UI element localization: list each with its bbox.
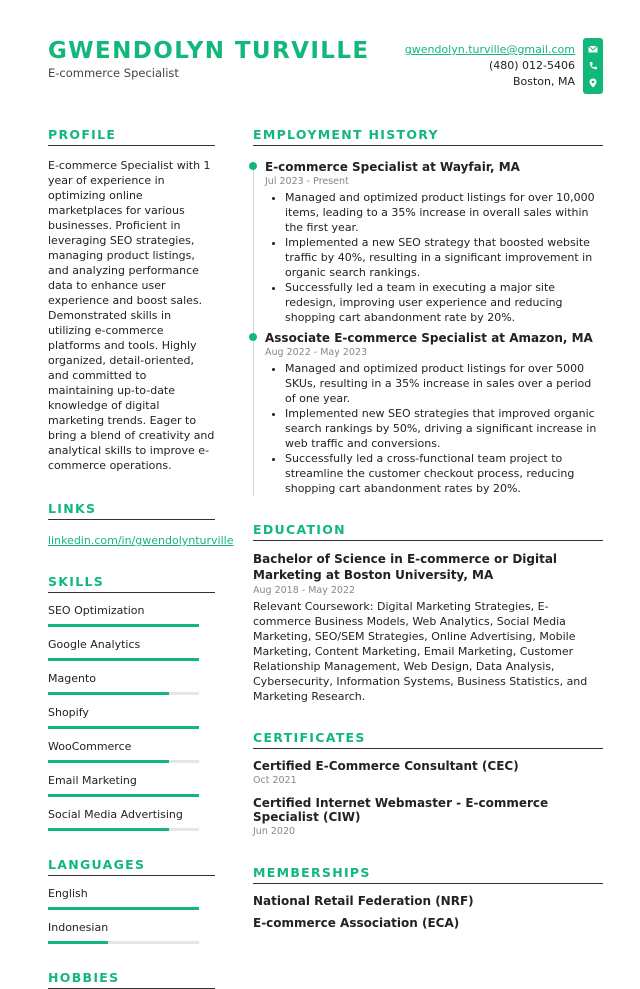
phone-icon — [588, 61, 598, 71]
skill-level-fill — [48, 828, 169, 831]
left-column — [48, 127, 234, 989]
degree-title: Bachelor of Science in E-commerce or Digital Marketing at Boston University, MA — [253, 552, 558, 582]
job-bullet: • Successfully led a team in executing a major site redesign, improving user experience and reducing shopping cart abandonment rate by 20%. — [285, 280, 603, 325]
location: Boston, MA — [512, 75, 575, 88]
education-heading: EDUCATION — [253, 522, 603, 541]
phone-number: (480) 012-5406 — [488, 59, 575, 72]
certificate-date: Oct 2021 — [253, 775, 297, 786]
employment-timeline — [253, 160, 603, 496]
job-bullets — [265, 190, 603, 325]
skill-item — [48, 740, 215, 763]
skill-level-fill — [48, 794, 199, 797]
language-level-fill — [48, 941, 108, 944]
job-dates: Aug 2022 - May 2023 — [265, 347, 368, 358]
certificate-title: Certified Internet Webmaster - E-commerce Specialist (CIW) — [253, 796, 549, 824]
skill-item — [48, 706, 215, 729]
language-level-fill — [48, 907, 199, 910]
language-level-bar — [48, 907, 199, 910]
job-title: Associate E-commerce Specialist at Amazon, MA — [265, 331, 593, 345]
skill-item — [48, 638, 215, 661]
language-label: Indonesian — [48, 921, 109, 934]
skill-label: SEO Optimization — [48, 604, 145, 617]
job-entry — [253, 160, 603, 325]
memberships-heading: MEMBERSHIPS — [253, 865, 603, 884]
skill-label: Magento — [48, 672, 96, 685]
job-bullet: • Managed and optimized product listings for over 10,000 items, leading to a 35% increase in overall sales within the first year. — [285, 190, 603, 235]
job-bullet: • Implemented new SEO strategies that improved organic search rankings by 50%, driving a significant increase in web traffic and conversions. — [285, 406, 603, 451]
timeline-dot — [249, 333, 257, 341]
skill-level-bar — [48, 760, 199, 763]
certificate-title: Certified E-Commerce Consultant (CEC) — [253, 759, 519, 773]
candidate-name: GWENDOLYN TURVILLE — [48, 38, 370, 64]
language-label: English — [48, 887, 88, 900]
skill-level-bar — [48, 794, 199, 797]
job-bullet: • Managed and optimized product listings for over 5000 SKUs, resulting in a 35% increase in sales over a period of one year. — [285, 361, 603, 406]
skill-level-fill — [48, 624, 199, 627]
job-bullet: • Implemented a new SEO strategy that boosted website traffic by 40%, resulting in a significant improvement in organic search rankings. — [285, 235, 603, 280]
skill-level-fill — [48, 692, 169, 695]
employment-heading: EMPLOYMENT HISTORY — [253, 127, 603, 146]
skill-level-bar — [48, 726, 199, 729]
contact-icon-bar — [583, 38, 603, 94]
skill-item — [48, 672, 215, 695]
job-title: E-commerce Specialist — [48, 66, 179, 80]
skill-label: Social Media Advertising — [48, 808, 183, 821]
links-heading: LINKS — [48, 501, 215, 520]
membership-item: National Retail Federation (NRF) — [253, 894, 474, 908]
timeline-dot — [249, 162, 257, 170]
coursework-text: Relevant Coursework: Digital Marketing Strategies, E-commerce Business Models, Web Analytics, Social Media Marketing, SEO/SEM Strategies, Online Advertising, Mobile Marketing, Content Marketing, Email Marketing, Customer Relationship Management, Web Design, Data Analysis, Cybersecurity, Information Systems, Business Statistics, and Marketing Research. — [253, 600, 588, 703]
education-dates: Aug 2018 - May 2022 — [253, 585, 356, 596]
languages-list — [48, 887, 215, 944]
linkedin-link[interactable]: linkedin.com/in/gwendolynturville — [48, 534, 234, 547]
hobbies-heading: HOBBIES — [48, 970, 215, 989]
certificates-heading: CERTIFICATES — [253, 730, 603, 749]
skill-level-bar — [48, 692, 199, 695]
job-entry — [253, 331, 603, 496]
skill-level-bar — [48, 828, 199, 831]
skill-item — [48, 808, 215, 831]
skill-item — [48, 774, 215, 797]
contact-info — [405, 42, 575, 90]
languages-heading: LANGUAGES — [48, 857, 215, 876]
skill-level-fill — [48, 726, 199, 729]
location-pin-icon — [588, 78, 598, 88]
membership-item: E-commerce Association (ECA) — [253, 916, 460, 930]
skill-level-bar — [48, 624, 199, 627]
skill-label: Email Marketing — [48, 774, 137, 787]
language-item — [48, 921, 215, 944]
profile-text: E-commerce Specialist with 1 year of experience in optimizing online marketplaces for various businesses. Proficient in leveraging SEO strategies, managing product listings, and analyzing performance data to enhance user experience and boost sales. Demonstrated skills in utilizing e-commerce platforms and tools. Highly organized, detail-oriented, and committed to maintaining up-to-date knowledge of digital marketing trends. Eager to bring a blend of creativity and analytical skills to improve e-commerce operations. — [48, 159, 215, 472]
language-level-bar — [48, 941, 199, 944]
skill-item — [48, 604, 215, 627]
profile-heading: PROFILE — [48, 127, 215, 146]
email-link[interactable]: gwendolyn.turville@gmail.com — [404, 43, 575, 56]
job-title: E-commerce Specialist at Wayfair, MA — [265, 160, 520, 174]
skills-heading: SKILLS — [48, 574, 215, 593]
job-bullets — [265, 361, 603, 496]
job-bullet: • Successfully led a cross-functional team project to streamline the customer checkout process, reducing shopping cart abandonment rates by 20%. — [285, 451, 603, 496]
right-column — [253, 127, 603, 930]
certificate-date: Jun 2020 — [253, 826, 296, 837]
skills-list — [48, 604, 215, 831]
job-dates: Jul 2023 - Present — [265, 176, 349, 187]
skill-level-fill — [48, 658, 199, 661]
header — [48, 38, 640, 98]
envelope-icon — [588, 44, 598, 54]
skill-level-fill — [48, 760, 169, 763]
skill-level-bar — [48, 658, 199, 661]
language-item — [48, 887, 215, 910]
skill-label: Google Analytics — [48, 638, 141, 651]
skill-label: WooCommerce — [48, 740, 132, 753]
skill-label: Shopify — [48, 706, 89, 719]
